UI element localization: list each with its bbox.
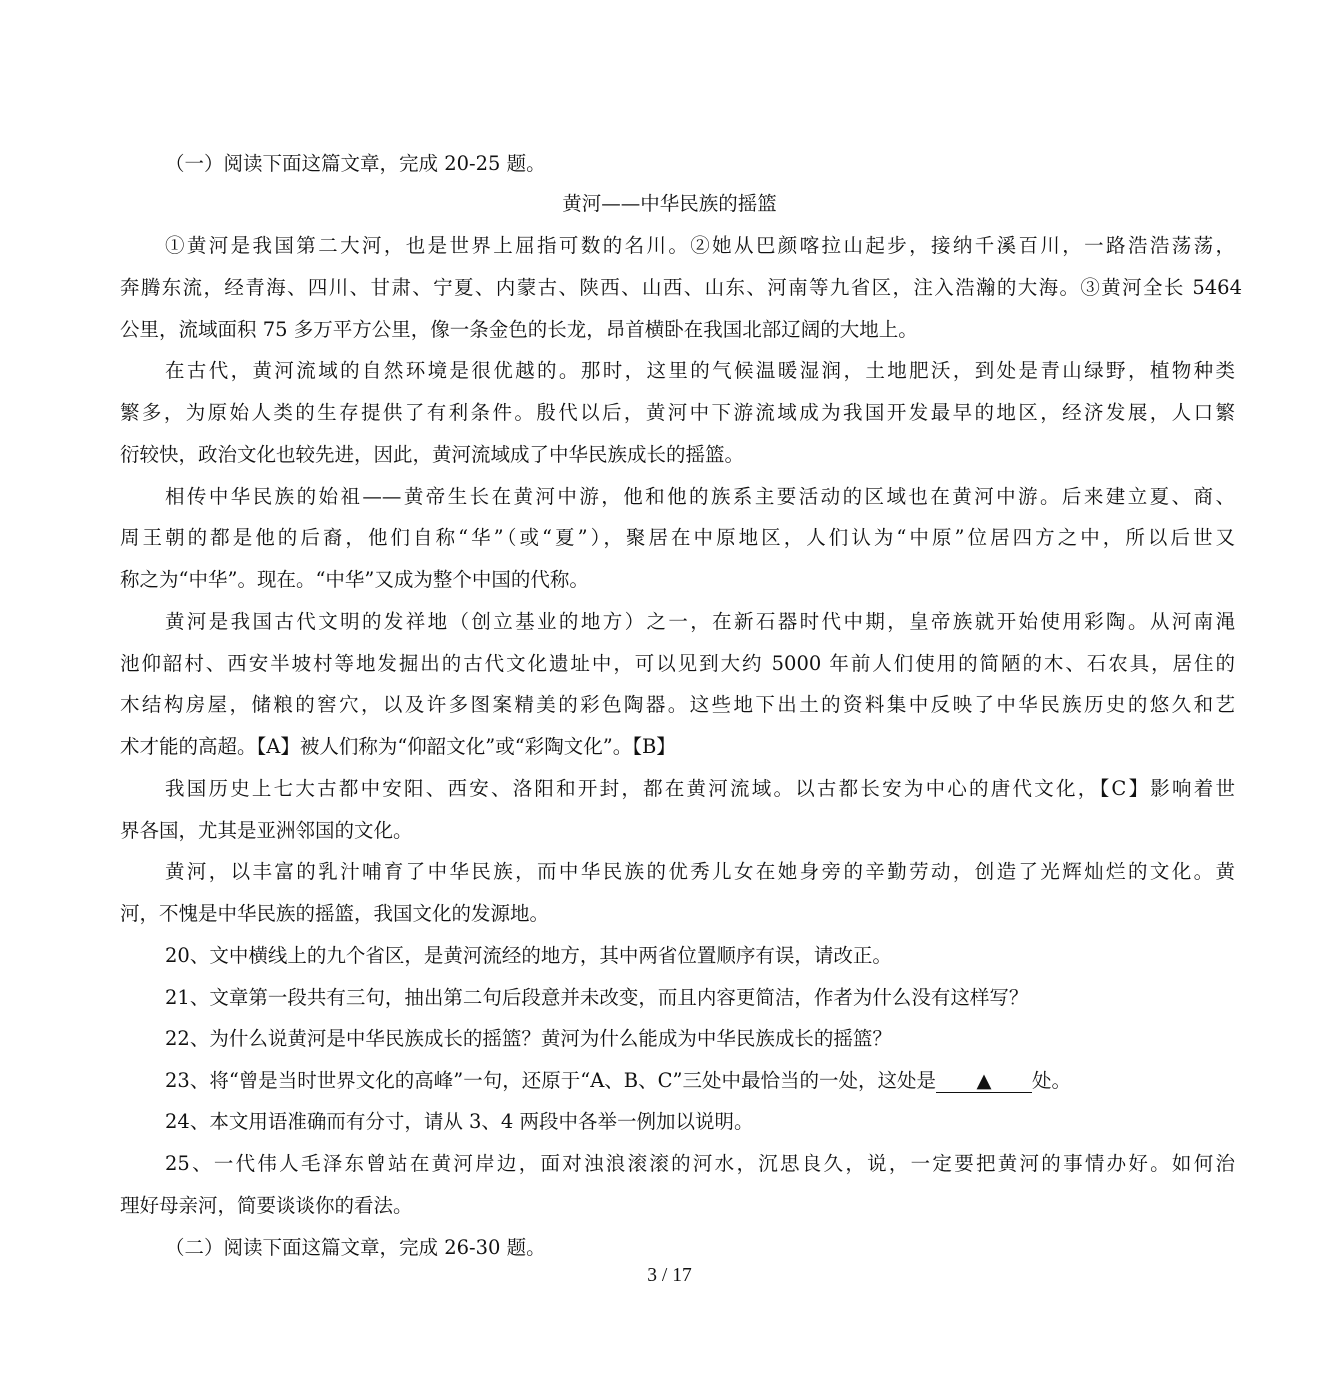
paragraph-1-line-1: ①黄河是我国第二大河，也是世界上屈指可数的名川。②她从巴颜喀拉山起步，接纳千溪百川，一路浩浩荡荡， (165, 234, 1235, 257)
paragraph-3-line-1: 相传中华民族的始祖——黄帝生长在黄河中游，他和他的族系主要活动的区域也在黄河中游。后来建立夏、商、 (165, 485, 1235, 508)
paragraph-5-line-2: 界各国，尤其是亚洲邻国的文化。 (120, 819, 413, 842)
question-25-line-2: 理好母亲河，简要谈谈你的看法。 (120, 1194, 413, 1217)
paragraph-6-line-2: 河，不愧是中华民族的摇篮，我国文化的发源地。 (120, 902, 550, 925)
page-number: 3 / 17 (647, 1265, 692, 1286)
paragraph-4-line-4: 术才能的高超。【A】被人们称为“仰韶文化”或“彩陶文化”。【B】 (120, 735, 676, 758)
paragraph-2-line-1: 在古代，黄河流域的自然环境是很优越的。那时，这里的气候温暖湿润，土地肥沃，到处是青山绿野，植物种类 (165, 359, 1235, 382)
answer-blank: ▲ (936, 1070, 1032, 1093)
paragraph-4-line-1: 黄河是我国古代文明的发祥地（创立基业的地方）之一，在新石器时代中期，皇帝族就开始使用彩陶。从河南渑 (165, 610, 1235, 633)
paragraph-5-line-1: 我国历史上七大古都中安阳、西安、洛阳和开封，都在黄河流域。以古都长安为中心的唐代文化，【C】影响着世 (165, 777, 1235, 800)
article-title: 黄河——中华民族的摇篮 (562, 192, 777, 215)
paragraph-2-line-2: 繁多，为原始人类的生存提供了有利条件。殷代以后，黄河中下游流域成为我国开发最早的地区，经济发展，人口繁 (120, 401, 1235, 424)
question-21: 21、文章第一段共有三句，抽出第二句后段意并未改变，而且内容更简洁，作者为什么没有这样写？ (165, 986, 1029, 1009)
paragraph-4-line-3: 木结构房屋，储粮的窖穴，以及许多图案精美的彩色陶器。这些地下出土的资料集中反映了中华民族历史的悠久和艺 (120, 693, 1235, 716)
section-1-heading: （一）阅读下面这篇文章，完成 20-25 题。 (165, 152, 546, 175)
question-23-suffix: 处。 (1032, 1069, 1072, 1092)
paragraph-3-line-2: 周王朝的都是他的后裔，他们自称“华”（或“夏”），聚居在中原地区，人们认为“中原”位居四方之中，所以后世又 (120, 526, 1235, 549)
section-2-heading: （二）阅读下面这篇文章，完成 26-30 题。 (165, 1236, 546, 1259)
question-22: 22、为什么说黄河是中华民族成长的摇篮？黄河为什么能成为中华民族成长的摇篮？ (165, 1027, 892, 1050)
question-24: 24、本文用语准确而有分寸，请从 3、4 两段中各举一例加以说明。 (165, 1110, 754, 1133)
paragraph-1-line-2: 奔腾东流，经青海、四川、甘肃、宁夏、内蒙古、陕西、山西、山东、河南等九省区，注入浩瀚的大海。③黄河全长 5464 (120, 276, 1242, 299)
paragraph-2-line-3: 衍较快，政治文化也较先进，因此，黄河流域成了中华民族成长的摇篮。 (120, 443, 745, 466)
question-25-line-1: 25、一代伟人毛泽东曾站在黄河岸边，面对浊浪滚滚的河水，沉思良久，说，一定要把黄河的事情办好。如何治 (165, 1152, 1235, 1175)
question-23-text: 23、将“曾是当时世界文化的高峰”一句，还原于“A、B、C”三处中最恰当的一处，这处是 (165, 1069, 937, 1092)
question-23 (165, 1067, 1071, 1095)
question-20: 20、文中横线上的九个省区，是黄河流经的地方，其中两省位置顺序有误，请改正。 (165, 944, 892, 967)
paragraph-3-line-3: 称之为“中华”。现在。“中华”又成为整个中国的代称。 (120, 568, 589, 591)
paragraph-1-line-3: 公里，流域面积 75 多万平方公里，像一条金色的长龙，昂首横卧在我国北部辽阔的大地上。 (120, 318, 918, 341)
paragraph-6-line-1: 黄河，以丰富的乳汁哺育了中华民族，而中华民族的优秀儿女在她身旁的辛勤劳动，创造了光辉灿烂的文化。黄 (165, 860, 1235, 883)
paragraph-4-line-2: 池仰韶村、西安半坡村等地发掘出的古代文化遗址中，可以见到大约 5000 年前人们使用的简陋的木、石农具，居住的 (120, 652, 1235, 675)
